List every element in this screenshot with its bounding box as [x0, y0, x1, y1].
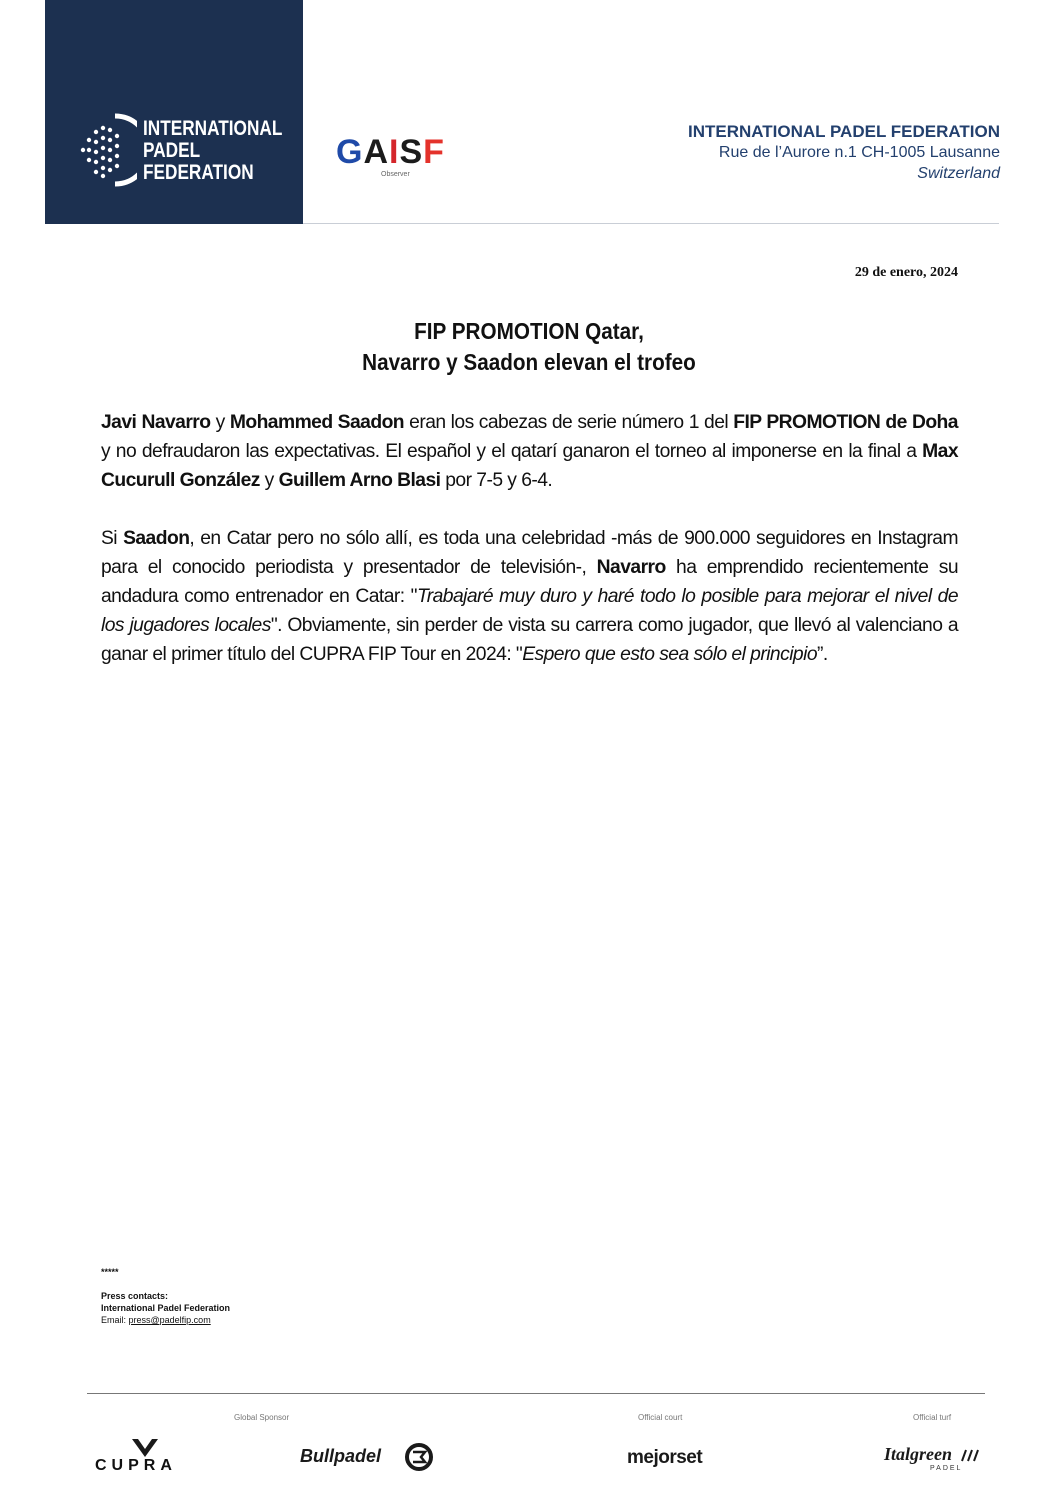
title-line-1: FIP PROMOTION Qatar, — [414, 318, 644, 344]
ipf-logo-text — [143, 118, 282, 184]
header-divider — [303, 223, 999, 224]
logo-line-1: INTERNATIONAL — [143, 117, 283, 140]
hq-street: Rue de l’Aurore n.1 CH-1005 Lausanne — [718, 144, 1000, 161]
header-brand-block — [45, 0, 303, 224]
sponsor-italgreen-padel: PADEL — [930, 1465, 963, 1472]
sponsor-cupra: CUPRA — [95, 1457, 177, 1474]
caption-global-sponsor: Global Sponsor — [234, 1413, 290, 1422]
hq-address — [688, 122, 1000, 184]
contacts-org: International Padel Federation — [101, 1303, 231, 1313]
caption-official-turf: Official turf — [913, 1413, 952, 1422]
gaisf-logo — [336, 134, 466, 184]
email-link[interactable]: press@padelfip.com — [128, 1315, 211, 1325]
bullpadel-emblem-icon — [400, 1442, 438, 1472]
italgreen-grass-icon — [960, 1448, 982, 1462]
press-contacts — [101, 1266, 230, 1326]
press-release-date: 29 de enero, 2024 — [854, 265, 958, 280]
gaisf-observer-label: Observer — [381, 171, 410, 178]
hq-country: Switzerland — [917, 165, 1000, 182]
ipf-ball-icon — [75, 110, 137, 190]
sponsor-italgreen: Italgreen — [884, 1444, 953, 1464]
ipf-logo — [75, 110, 285, 190]
logo-line-3: FEDERATION — [143, 161, 254, 184]
article-body — [101, 408, 958, 698]
contacts-label: Press contacts: — [101, 1291, 169, 1301]
sponsor-bullpadel: Bullpadel — [300, 1446, 382, 1466]
paragraph-2: Si Saadon, en Catar pero no sólo allí, es toda una celebridad -más de 900.000 seguidores en Instagram para el conocido periodista y presentador de televisión-, Navarro ha emprendido recientemente su andadura como entrenador en Catar: "Trabajaré muy duro y haré todo lo posible para mejorar el nivel de los jugadores locales". Obviamente, sin perder de vista su carrera como jugador, que llevó al valenciano a ganar el primer título del CUPRA FIP Tour en 2024: "Espero que esto sea sólo el principio”. — [101, 528, 959, 665]
email-label: Email: — [101, 1315, 129, 1325]
hq-name: INTERNATIONAL PADEL FEDERATION — [688, 122, 1000, 141]
cupra-emblem-icon — [130, 1437, 160, 1459]
gaisf-wordmark: GAISF — [336, 133, 445, 171]
caption-official-court: Official court — [638, 1413, 683, 1422]
paragraph-1: Javi Navarro y Mohammed Saadon eran los cabezas de serie número 1 del FIP PROMOTION de Doha y no defraudaron las expectativas. El español y el qatarí ganaron el torneo al imponerse en la final a Max Cucurull González y Guillem Arno Blasi por 7-5 y 6-4. — [101, 412, 958, 491]
press-release-title — [53, 316, 1005, 378]
logo-line-2: PADEL — [143, 139, 201, 162]
sponsor-mejorset: mejorset — [627, 1447, 703, 1468]
footer-divider — [87, 1393, 985, 1394]
title-line-2: Navarro y Saadon elevan el trofeo — [362, 349, 696, 375]
separator-stars: ***** — [101, 1267, 119, 1277]
